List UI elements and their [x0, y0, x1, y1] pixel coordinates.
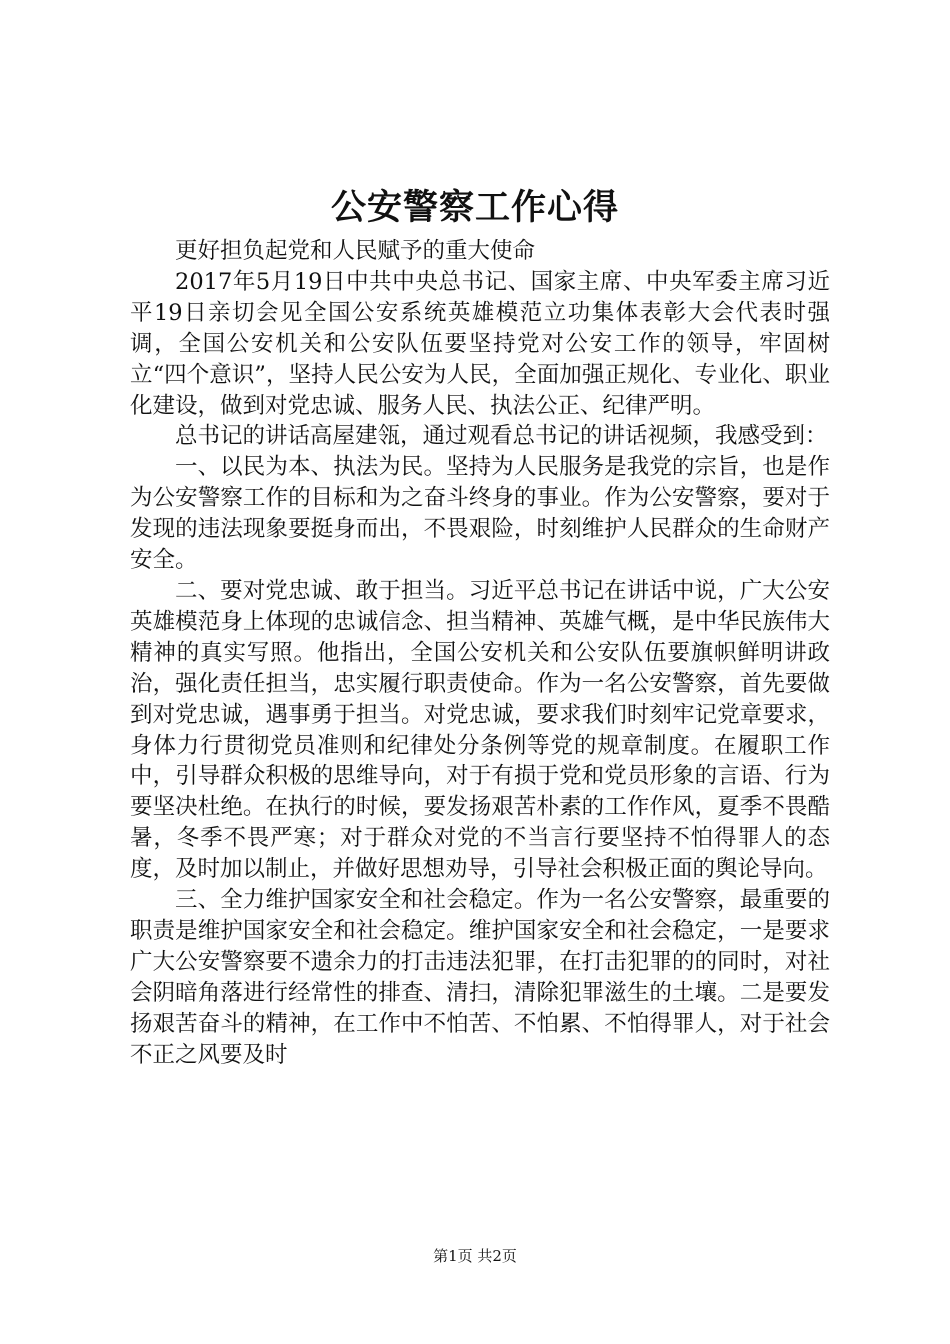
document-body — [130, 236, 830, 1070]
page-number-footer: 第1页 共2页 — [433, 1247, 517, 1265]
point-one-paragraph: 一、以民为本、执法为民。坚持为人民服务是我党的宗旨，也是作为公安警察工作的目标和为之奋斗终身的事业。作为公安警察，要对于发现的违法现象要挺身而出，不畏艰险，时刻维护人民群众的生命财产安全。 — [130, 454, 830, 574]
point-three-paragraph: 三、全力维护国家安全和社会稳定。作为一名公安警察，最重要的职责是维护国家安全和社会稳定。维护国家安全和社会稳定，一是要求广大公安警察要不遗余力的打击违法犯罪，在打击犯罪的的同时，对社会阴暗角落进行经常性的排查、清扫，清除犯罪滋生的土壤。二是要发扬艰苦奋斗的精神，在工作中不怕苦、不怕累、不怕得罪人，对于社会不正之风要及时 — [130, 887, 830, 1068]
feeling-paragraph: 总书记的讲话高屋建瓴，通过观看总书记的讲话视频，我感受到： — [175, 423, 828, 450]
point-two-paragraph: 二、要对党忠诚、敢于担当。习近平总书记在讲话中说，广大公安英雄模范身上体现的忠诚信念、担当精神、英雄气概，是中华民族伟大精神的真实写照。他指出，全国公安机关和公安队伍要旗帜鲜明讲政治，强化责任担当，忠实履行职责使命。作为一名公安警察，首先要做到对党忠诚，遇事勇于担当。对党忠诚，要求我们时刻牢记党章要求，身体力行贯彻党员准则和纪律处分条例等党的规章制度。在履职工作中，引导群众积极的思维导向，对于有损于党和党员形象的言语、行为要坚决杜绝。在执行的时候，要发扬艰苦朴素的工作作风，夏季不畏酷暑，冬季不畏严寒；对于群众对党的不当言行要坚持不怕得罪人的态度，及时加以制止，并做好思想劝导，引导社会积极正面的舆论导向。 — [130, 577, 830, 883]
subtitle-paragraph: 更好担负起党和人民赋予的重大使命 — [175, 238, 536, 264]
intro-paragraph: 2017年5月19日中共中央总书记、国家主席、中央军委主席习近平19日亲切会见全国公安系统英雄模范立功集体表彰大会代表时强调，全国公安机关和公安队伍要坚持党对公安工作的领导，牢固树立“四个意识”，坚持人民公安为人民，全面加强正规化、专业化、职业化建设，做到对党忠诚、服务人民、执法公正、纪律严明。 — [130, 268, 830, 419]
document-title: 公安警察工作心得 — [330, 187, 619, 228]
